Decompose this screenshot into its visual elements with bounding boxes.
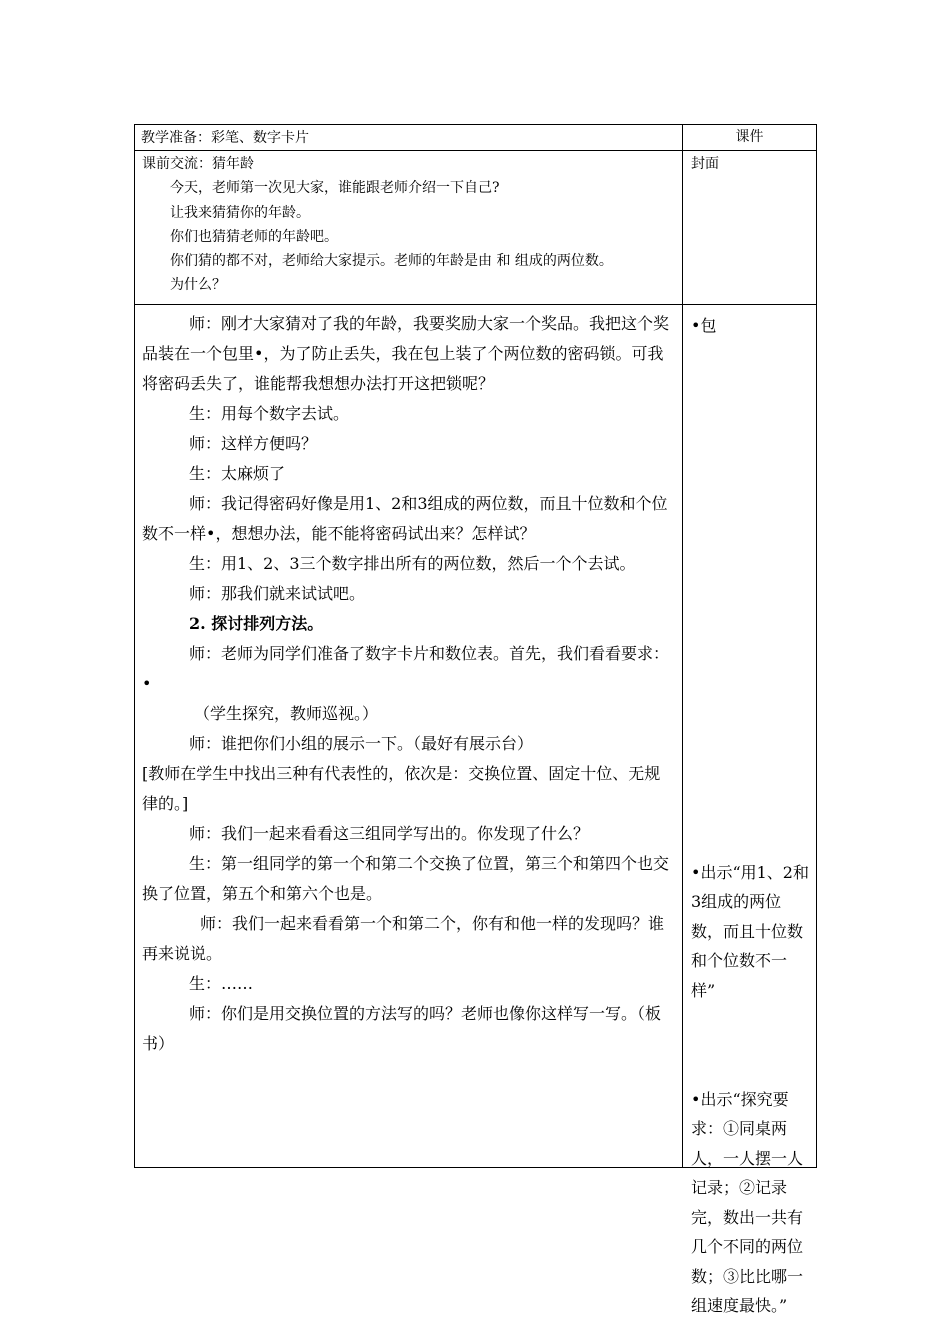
teaching-preparation: 教学准备：彩笔、数字卡片 [135,125,683,151]
lesson-dialogue [135,304,683,1167]
paragraph: 师：谁把你们小组的展示一下。（最好有展示台） [189,733,534,753]
paragraph: （学生探究，教师巡视。） [194,703,379,723]
pre-class-row [135,151,817,305]
paragraph: 师：我们一起来看看第一个和第二个，你有和他一样的发现吗？谁再来说说。 [142,913,665,963]
paragraph: [教师在学生中找出三种有代表性的，依次是：交换位置、固定十位、无规律的。] [142,763,661,813]
text-line: 你们猜的都不对，老师给大家提示。老师的年龄是由 和 组成的两位数。 [170,253,613,270]
courseware-note-bag: •包 [691,315,717,335]
courseware-header: 课件 [683,125,817,151]
section-title: 课前交流：猜年龄 [142,156,254,172]
paragraph: 师：那我们就来试试吧。 [189,583,366,603]
paragraph: 生：第一组同学的第一个和第二个交换了位置，第三个和第四个也交换了位置，第五个和第六个也是。 [142,853,670,903]
lesson-plan-table [134,124,817,1316]
paragraph: 生：用1、2、3三个数字排出所有的两位数，然后一个个去试。 [189,553,636,573]
paragraph: 生：太麻烦了 [189,463,286,483]
paragraph: 生：用每个数字去试。 [189,403,350,423]
courseware-notes [683,304,817,1316]
text-line: 你们也猜猜老师的年龄吧。 [170,228,338,245]
main-content-row [135,304,817,1167]
courseware-note-requirements: •出示“探究要求：①同桌两人，一人摆一人记录；②记录完，数出一共有几个不同的两位数；③比比哪一组速度最快。” [691,1089,804,1316]
paragraph: 师：刚才大家猜对了我的年龄，我要奖励大家一个奖品。我把这个奖品装在一个包里•，为了防止丢失，我在包上装了个两位数的密码锁。可我将密码丢失了，谁能帮我想想办法打开这把锁呢？ [142,313,670,393]
paragraph: 师：我们一起来看看这三组同学写出的。你发现了什么？ [189,823,590,843]
paragraph: 师：我记得密码好像是用1、2和3组成的两位数，而且十位数和个位数不一样•，想想办法，能不能将密码试出来？怎样试？ [142,493,668,543]
paragraph: 生：…… [189,973,254,993]
text-line: 今天，老师第一次见大家，谁能跟老师介绍一下自己? [170,180,500,197]
pre-class-exchange [135,151,683,305]
paragraph: 师：老师为同学们准备了数字卡片和数位表。首先，我们看看要求：• [142,643,670,693]
courseware-note-digits: •出示“用1、2和3组成的两位数，而且十位数和个位数不一样” [691,862,809,1000]
paragraph: 师：这样方便吗？ [189,433,318,453]
header-row [135,125,817,151]
text-line: 让我来猜猜你的年龄。 [170,204,310,221]
subsection-heading: 2. 探讨排列方法。 [189,613,324,633]
courseware-cover: 封面 [683,151,817,305]
paragraph: 师：你们是用交换位置的方法写的吗？老师也像你这样写一写。（板书） [142,1003,662,1053]
text-line: 为什么？ [170,277,226,294]
